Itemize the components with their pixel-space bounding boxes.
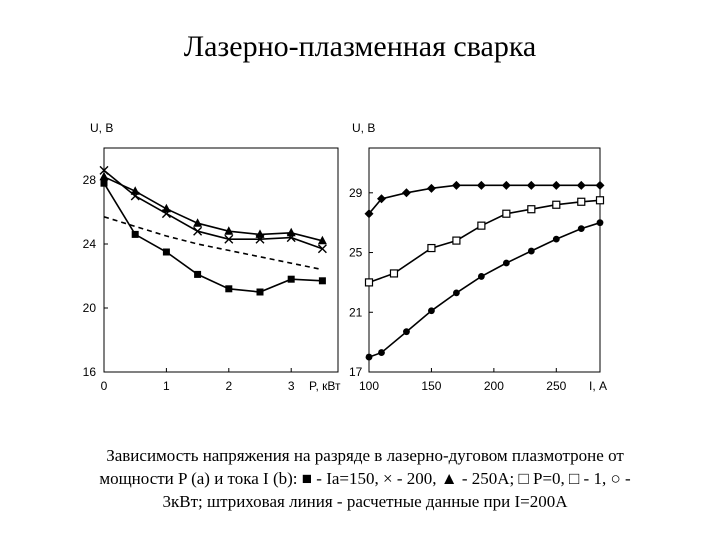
data-point-b-0: [597, 219, 604, 226]
data-point-b-0: [503, 260, 510, 267]
series-line-a-3: [104, 217, 322, 270]
panel-b-xtick-label: 150: [421, 379, 442, 393]
data-point-b-1: [428, 245, 435, 252]
data-point-a-0: [319, 277, 326, 284]
panel-a-ylabel: U, В: [90, 121, 114, 135]
panel-b-xtick-label: 200: [483, 379, 504, 393]
panel-a-xtick-label: 2: [225, 379, 233, 393]
data-point-b-2: [596, 181, 605, 190]
panel-a-ytick-label: 16: [82, 365, 96, 379]
data-point-b-0: [428, 307, 435, 314]
data-point-b-0: [553, 236, 560, 243]
page-title: Лазерно-плазменная сварка: [183, 30, 537, 63]
data-point-b-0: [528, 248, 535, 255]
data-point-a-0: [163, 249, 170, 256]
data-point-b-1: [453, 237, 460, 244]
data-point-a-0: [257, 289, 264, 296]
data-point-a-0: [225, 285, 232, 292]
data-point-b-2: [502, 181, 511, 190]
data-point-b-0: [378, 349, 385, 356]
panel-a-ytick-label: 20: [82, 301, 96, 315]
data-point-b-2: [477, 181, 486, 190]
panel-b-marks: [365, 181, 605, 372]
panel-a-xtick-label: 0: [100, 379, 108, 393]
data-point-b-1: [503, 210, 510, 217]
panel-b-xtick-label: 100: [358, 379, 380, 393]
data-point-b-1: [597, 197, 604, 204]
panel-b-ytick-label: 17: [349, 365, 363, 379]
data-point-b-0: [366, 354, 373, 361]
data-point-b-1: [478, 222, 485, 229]
data-point-a-2: [287, 228, 296, 237]
caption-line-3: 3кВт; штриховая линия - расчетные данные при I=200А: [162, 492, 568, 511]
series-line-b-0: [369, 223, 600, 357]
figure-caption: [70, 444, 660, 513]
caption-line-1: Зависимость напряжения на разряде в лазерно-дуговом плазмотроне от: [106, 446, 624, 465]
panel-a-xticks: [101, 379, 295, 393]
panel-b-ylabel: U, В: [352, 121, 376, 135]
panel-a-xtick-label: 1: [163, 379, 170, 393]
panel-a-marks: [100, 166, 327, 372]
panel-b-frame: [369, 148, 600, 372]
panel-a-yticks: [83, 173, 97, 379]
panel-b-xtick-label: 250: [546, 379, 567, 393]
panel-a-ytick-label: 24: [82, 237, 96, 251]
series-line-b-2: [369, 185, 600, 213]
data-point-b-2: [577, 181, 586, 190]
panel-b-xlabel: I, А: [589, 379, 608, 393]
data-point-a-2: [162, 204, 171, 213]
panel-a-xlabel: P, кВт: [309, 379, 341, 393]
data-point-b-0: [453, 289, 460, 296]
panel-b-ytick-label: 21: [349, 305, 363, 320]
data-point-b-1: [578, 198, 585, 205]
data-point-b-1: [528, 206, 535, 213]
data-point-a-0: [194, 271, 201, 278]
data-point-a-1: [318, 245, 326, 253]
data-point-b-2: [402, 188, 411, 197]
panel-a-ytick-label: 28: [82, 173, 96, 187]
data-point-a-0: [101, 180, 108, 187]
data-point-b-2: [452, 181, 461, 190]
caption-line-2: мощности P (a) и тока I (b): ■ - Ia=150, × - 200, ▲ - 250А; □ P=0, □ - 1, ○ -: [99, 469, 631, 488]
panel-b-ytick-label: 29: [349, 185, 363, 200]
data-point-b-1: [366, 279, 373, 286]
panel-a-xtick-label: 3: [287, 379, 295, 393]
data-point-b-2: [427, 184, 436, 193]
data-point-b-0: [478, 273, 485, 280]
data-point-b-2: [552, 181, 561, 190]
data-point-b-2: [527, 181, 536, 190]
panel-b-xticks: [359, 379, 567, 393]
data-point-b-1: [553, 201, 560, 208]
data-point-b-0: [578, 225, 585, 232]
panel-b-ytick-label: 25: [349, 245, 363, 260]
data-point-b-1: [390, 270, 397, 277]
data-point-b-0: [403, 328, 410, 335]
data-point-a-0: [132, 231, 139, 238]
panel-b: [349, 121, 607, 393]
panel-a-frame: [104, 148, 338, 372]
panel-b-yticks: [349, 186, 363, 379]
panel-a: [83, 121, 341, 393]
data-point-a-0: [288, 276, 295, 283]
series-line-b-1: [369, 200, 600, 282]
